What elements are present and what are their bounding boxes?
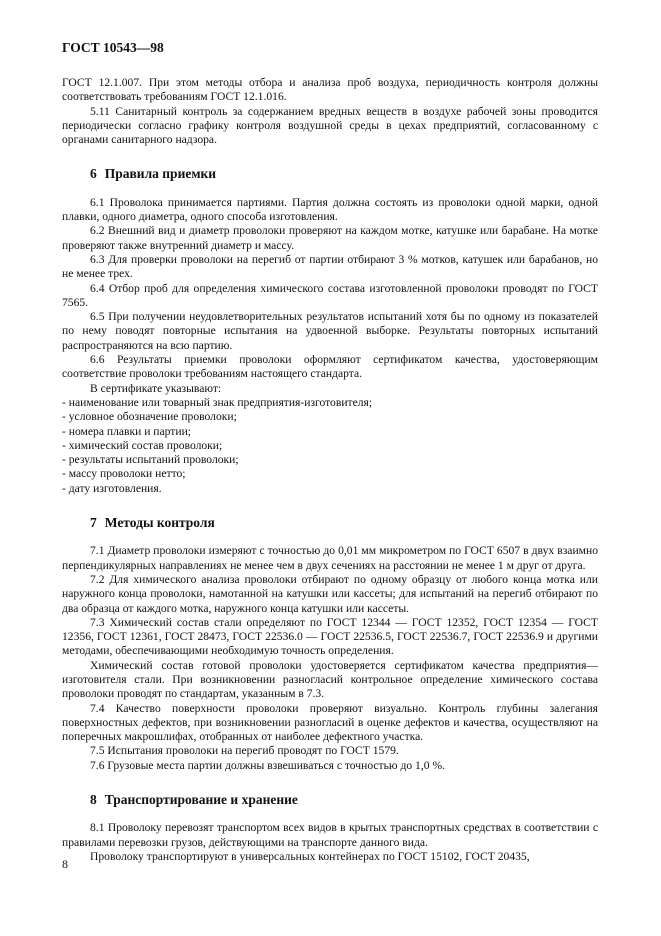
list-item: - химический состав проволоки; [62,438,223,452]
paragraph: 6.4 Отбор проб для определения химического состава изготовленной проволоки проводят по ГОСТ 7565. [62,281,598,309]
paragraph: 7.6 Грузовые места партии должны взвешиваться с точностью до 1,0 %. [90,758,446,772]
page-header-doc-code: ГОСТ 10543—98 [62,40,164,55]
certificate-contents-list [62,396,598,496]
paragraph: 6.6 Результаты приемки проволоки оформляют сертификатом качества, удостоверяющим соответствие проволоки требованиям настоящего стандарта. [62,353,598,381]
page-number: 8 [62,857,68,871]
paragraph: 5.11 Санитарный контроль за содержанием вредных веществ в воздухе рабочей зоны проводится периодически согласно графику контроля воздушной среды в цехах предприятий, согласованному с органами санитарного надзора. [62,104,598,147]
section-heading-7: 7 Методы контроля [90,515,215,531]
list-item: - условное обозначение проволоки; [62,410,237,424]
section-heading-6: 6 Правила приемки [90,166,217,182]
list-item: - номера плавки и партии; [62,424,192,438]
paragraph: 6.2 Внешний вид и диаметр проволоки проверяют на каждом мотке, катушке или барабане. На мотке проверяют также внутренний диаметр и массу. [62,224,598,252]
paragraph: 6.3 Для проверки проволоки на перегиб от партии отбирают 3 % мотков, катушек или барабанов, но не менее трех. [62,252,598,281]
list-item: - наименование или товарный знак предприятия-изготовителя; [62,395,373,409]
document-body [62,76,598,864]
paragraph: 6.1 Проволока принимается партиями. Партия должна состоять из проволоки одной марки, одной плавки, одного диаметра, одного способа изготовления. [62,195,598,224]
paragraph: 7.4 Качество поверхности проволоки проверяют визуально. Контроль глубины залегания поверхностных дефектов, при возникновении разногласий в оценке дефектов и качества, осуществляют на поперечных макрошлифах, отобранных от наиболее дефектного участка. [62,701,598,744]
list-item: - дату изготовления. [62,481,162,495]
paragraph: 8.1 Проволоку перевозят транспортом всех видов в крытых транспортных средствах в соответствии с правилами перевозки грузов, действующими на транспорте данного вида. [62,821,598,849]
list-intro: В сертификате указывают: [90,381,222,395]
paragraph: 7.2 Для химического анализа проволоки отбирают по одному образцу от любого конца мотка или наружного конца проволоки, намотанной на катушки или кассеты; для испытаний на перегиб отбирают по два образца от каждого мотка, наружного конца катушки или кассеты. [62,572,598,615]
paragraph: 7.5 Испытания проволоки на перегиб проводят по ГОСТ 1579. [90,744,399,758]
paragraph: Проволоку транспортируют в универсальных контейнерах по ГОСТ 15102, ГОСТ 20435, [90,849,530,863]
paragraph: 6.5 При получении неудовлетворительных результатов испытаний хотя бы по одному из показателей по нему поводят повторные испытания на удвоенной выборке. Результаты повторных испытаний распространяются на всю партию. [62,310,598,352]
paragraph: ГОСТ 12.1.007. При этом методы отбора и анализа проб воздуха, периодичность контроля должны соответствовать требованиям ГОСТ 12.1.016. [62,76,598,104]
list-item: - результаты испытаний проволоки; [62,453,239,467]
paragraph: 7.1 Диаметр проволоки измеряют с точностью до 0,01 мм микрометром по ГОСТ 6507 в двух взаимно перпендикулярных направлениях не менее чем в двух сечениях на расстоянии не менее 1 м друг от друга. [62,544,598,572]
paragraph: 7.3 Химический состав стали определяют по ГОСТ 12344 — ГОСТ 12352, ГОСТ 12354 — ГОСТ 12356, ГОСТ 12361, ГОСТ 28473, ГОСТ 22536.0 — ГОСТ 22536.5, ГОСТ 22536.7, ГОСТ 22536.9 и другими методами, обеспечивающими необходимую точность определения. [62,615,598,658]
paragraph: Химический состав готовой проволоки удостоверяется сертификатом качества предприятия—изготовителя стали. При возникновении разногласий контрольное определение химического состава проволоки проводят по стандартам, указанным в 7.3. [62,658,598,701]
list-item: - массу проволоки нетто; [62,467,186,481]
section-heading-8: 8 Транспортирование и хранение [90,792,298,808]
